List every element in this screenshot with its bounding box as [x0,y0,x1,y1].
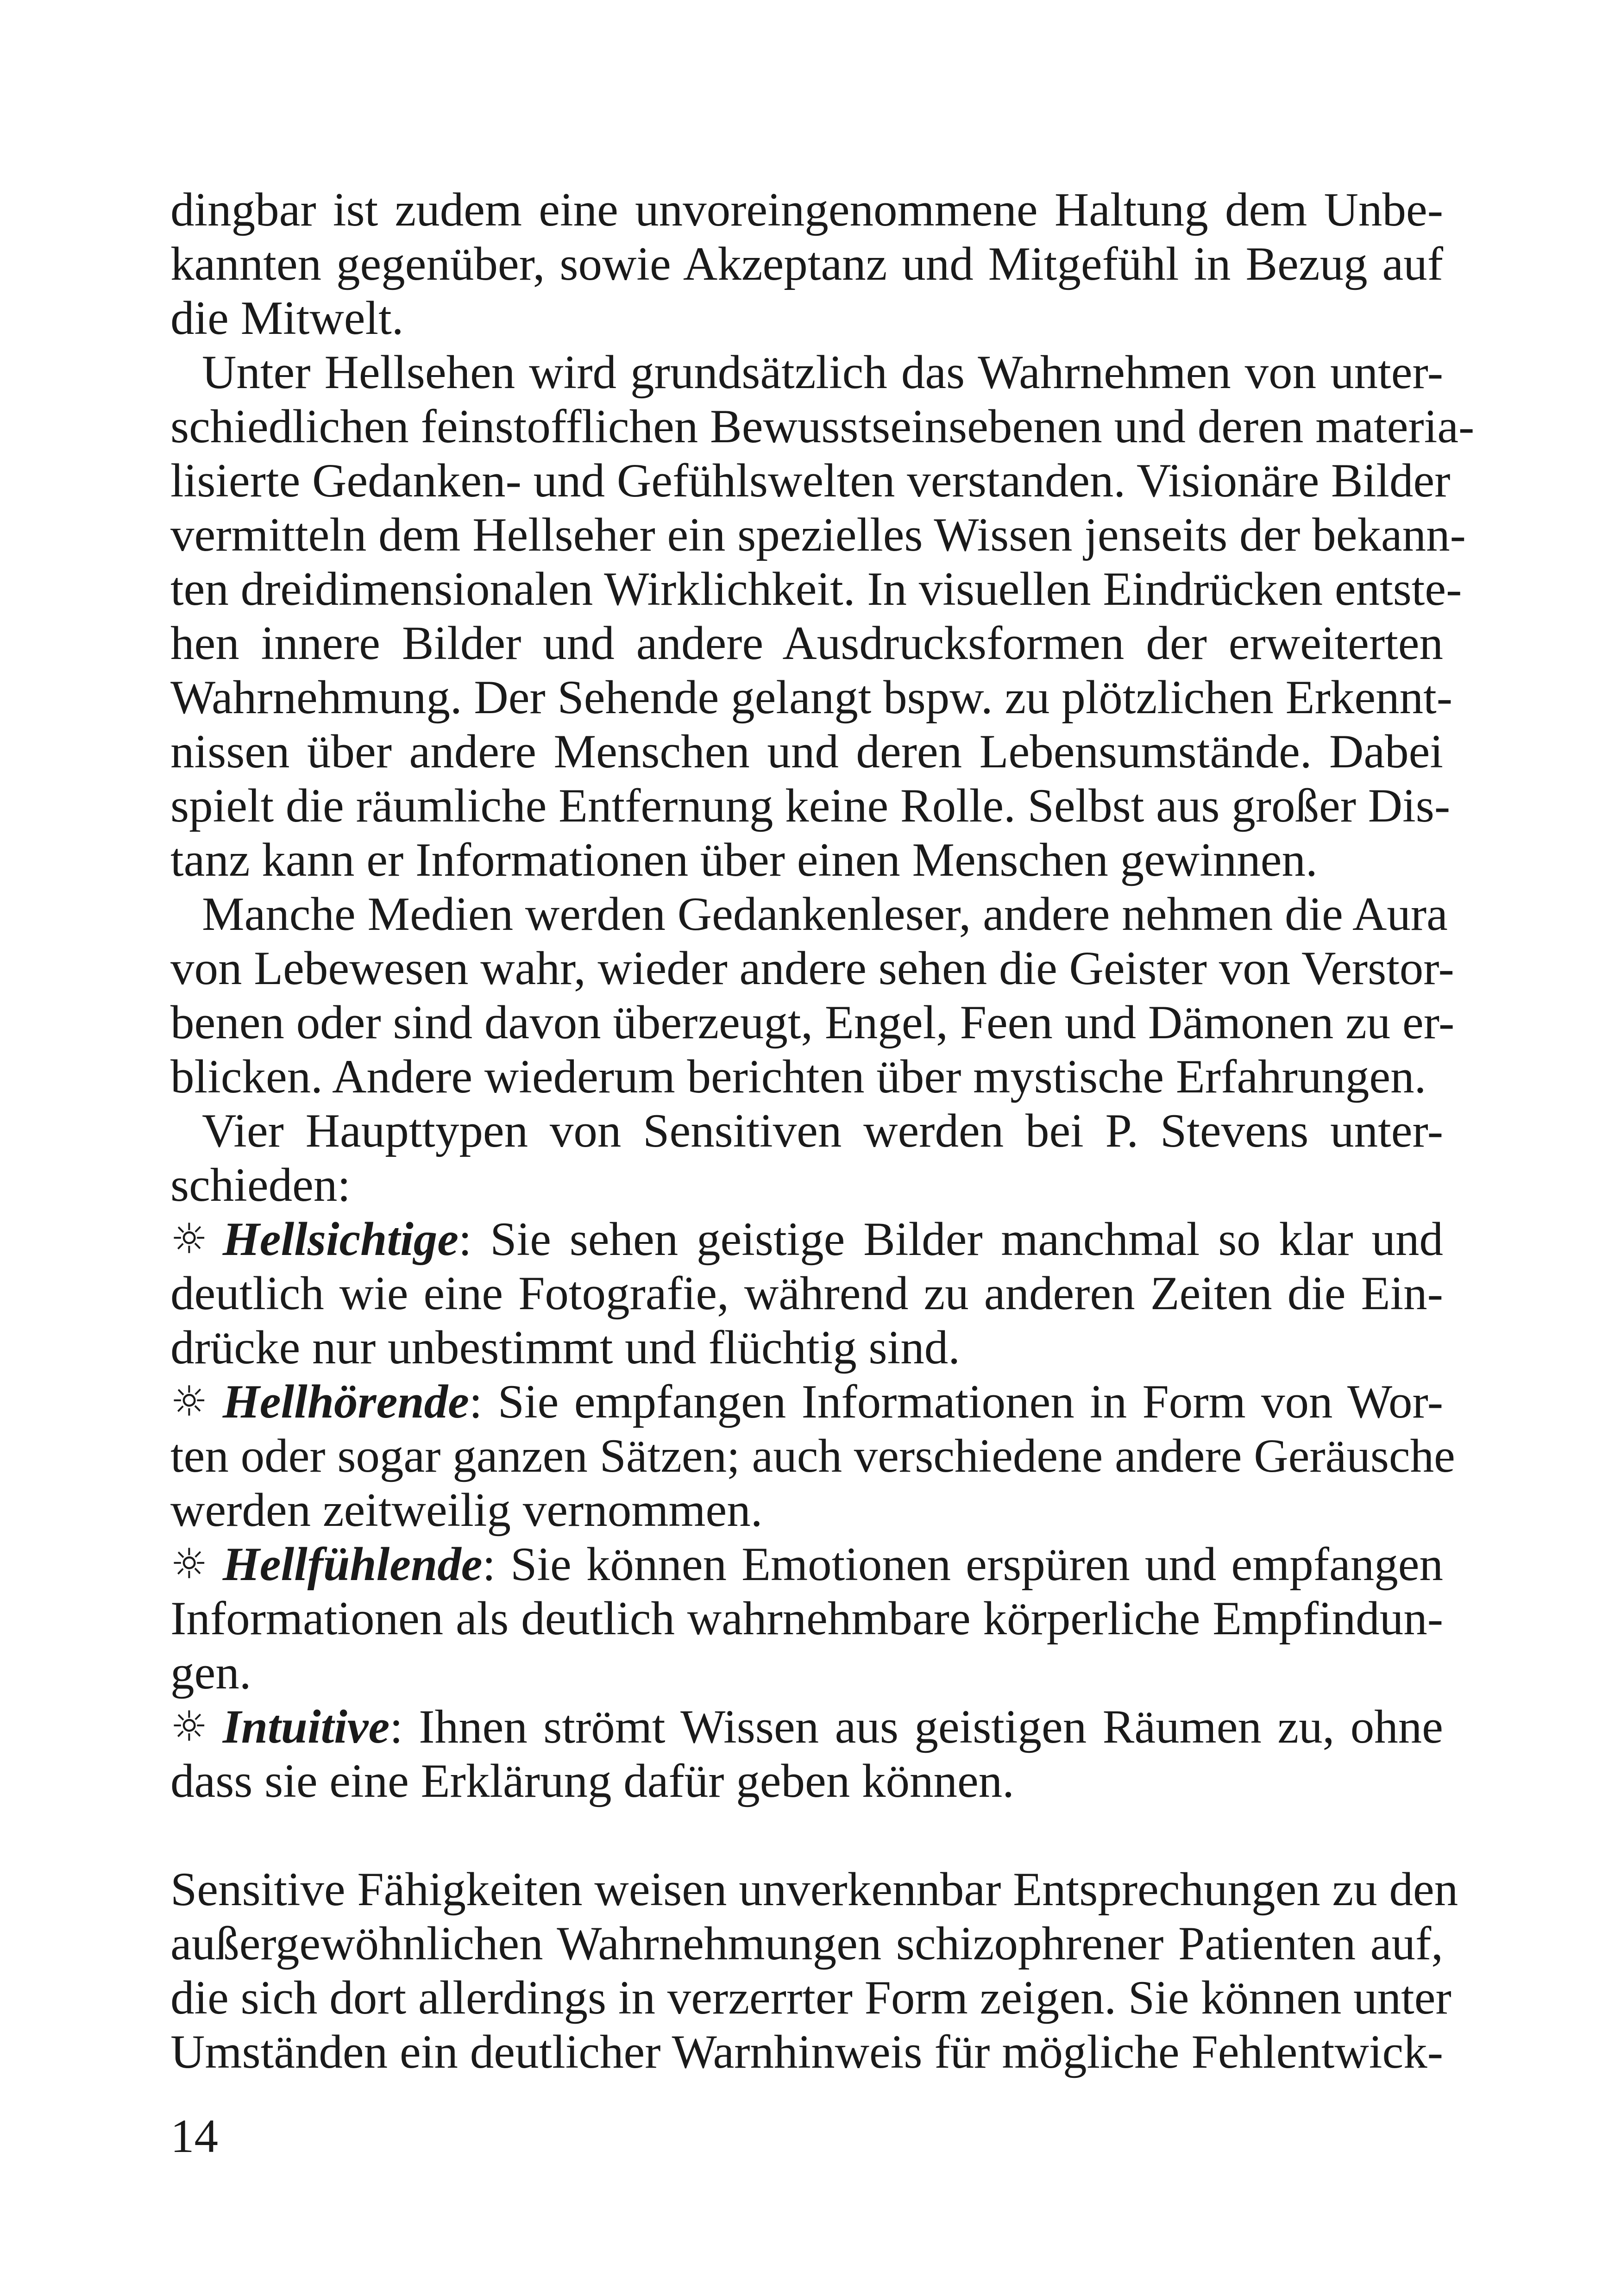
text-line: vermitteln dem Hellseher ein spezielles Wissen jenseits der bekann- [170,508,1466,561]
text-line: kannten gegenüber, sowie Akzeptanz und Mitgefühl in Bezug auf [170,238,1443,290]
text-line: nissen über andere Menschen und deren Lebensumstände. Dabei [170,725,1443,778]
text-line: Wahrnehmung. Der Sehende gelangt bspw. zu plötzlichen Erkennt- [170,671,1453,724]
type-term: Hellfühlende [222,1538,483,1591]
text-line [170,1537,1443,1592]
text-line: Umständen ein deutlicher Warnhinweis für mögliche Fehlentwick- [170,2026,1443,2078]
list-item [170,1375,1455,1537]
type-description: : Sie können Emotionen erspüren und empfangen [482,1538,1443,1591]
text-line [170,1700,1443,1754]
sun-icon: ☼ [170,1702,208,1751]
type-term: Hellsichtige [222,1213,459,1266]
text-line: benen oder sind davon überzeugt, Engel, Feen und Dämonen zu er- [170,996,1455,1049]
text-line: von Lebewesen wahr, wieder andere sehen die Geister von Verstor- [170,942,1454,995]
text-line: dingbar ist zudem eine unvoreingenommene Haltung dem Unbe- [170,183,1443,236]
sun-icon: ☼ [170,1540,208,1588]
paragraph [170,183,1443,345]
text-line: die sich dort allerdings in verzerrter Form zeigen. Sie können unter [170,1971,1451,2024]
body-text [170,183,1475,2079]
paragraph-spacer [170,1808,1443,1863]
text-line: gen. [170,1646,251,1699]
type-description: : Sie sehen geistige Bilder manchmal so klar und [458,1213,1443,1266]
paragraph [170,887,1455,1104]
text-line: Unter Hellsehen wird grundsätzlich das Wahrnehmen von unter- [202,346,1443,399]
text-line: blicken. Andere wiederum berichten über mystische Erfahrungen. [170,1050,1426,1103]
type-term: Intuitive [222,1700,390,1753]
list-item [170,1212,1443,1375]
text-line [170,1212,1443,1267]
text-line: Manche Medien werden Gedankenleser, andere nehmen die Aura [202,888,1448,941]
paragraph [170,1863,1458,2079]
paragraph [170,1104,1443,1212]
text-line: hen innere Bilder und andere Ausdrucksformen der erweiterten [170,617,1443,670]
text-line: spielt die räumliche Entfernung keine Rolle. Selbst aus großer Dis- [170,779,1451,832]
text-line: lisierte Gedanken- und Gefühlswelten verstanden. Visionäre Bilder [170,454,1451,507]
sensitive-types-list [170,1212,1455,1808]
list-item [170,1700,1443,1808]
text-line: schieden: [170,1159,351,1211]
text-line: drücke nur unbestimmt und flüchtig sind. [170,1321,960,1374]
text-line: dass sie eine Erklärung dafür geben können. [170,1755,1014,1807]
text-line: deutlich wie eine Fotografie, während zu anderen Zeiten die Ein- [170,1267,1443,1320]
list-item [170,1537,1443,1700]
type-term: Hellhörende [222,1375,469,1428]
text-line: Vier Haupttypen von Sensitiven werden bei P. Stevens unter- [202,1104,1443,1157]
text-line: Sensitive Fähigkeiten weisen unverkennbar Entsprechungen zu den [170,1863,1458,1916]
type-description: : Sie empfangen Informationen in Form von Wor- [469,1375,1443,1428]
paragraph [170,345,1475,887]
text-line: tanz kann er Informationen über einen Menschen gewinnen. [170,834,1318,886]
text-line: die Mitwelt. [170,292,404,345]
text-line [170,1375,1443,1429]
text-line: ten oder sogar ganzen Sätzen; auch verschiedene andere Geräusche [170,1430,1455,1482]
text-line: ten dreidimensionalen Wirklichkeit. In visuellen Eindrücken entste- [170,563,1462,615]
text-line: schiedlichen feinstofflichen Bewusstseinsebenen und deren materia- [170,400,1475,453]
text-line: außergewöhnlichen Wahrnehmungen schizophrener Patienten auf, [170,1917,1443,1970]
type-description: : Ihnen strömt Wissen aus geistigen Räumen zu, ohne [390,1700,1443,1753]
page-number: 14 [170,2110,218,2163]
sun-icon: ☼ [170,1377,208,1426]
text-line: werden zeitweilig vernommen. [170,1484,763,1537]
text-line: Informationen als deutlich wahrnehmbare körperliche Empfindun- [170,1592,1443,1645]
sun-icon: ☼ [170,1215,208,1263]
